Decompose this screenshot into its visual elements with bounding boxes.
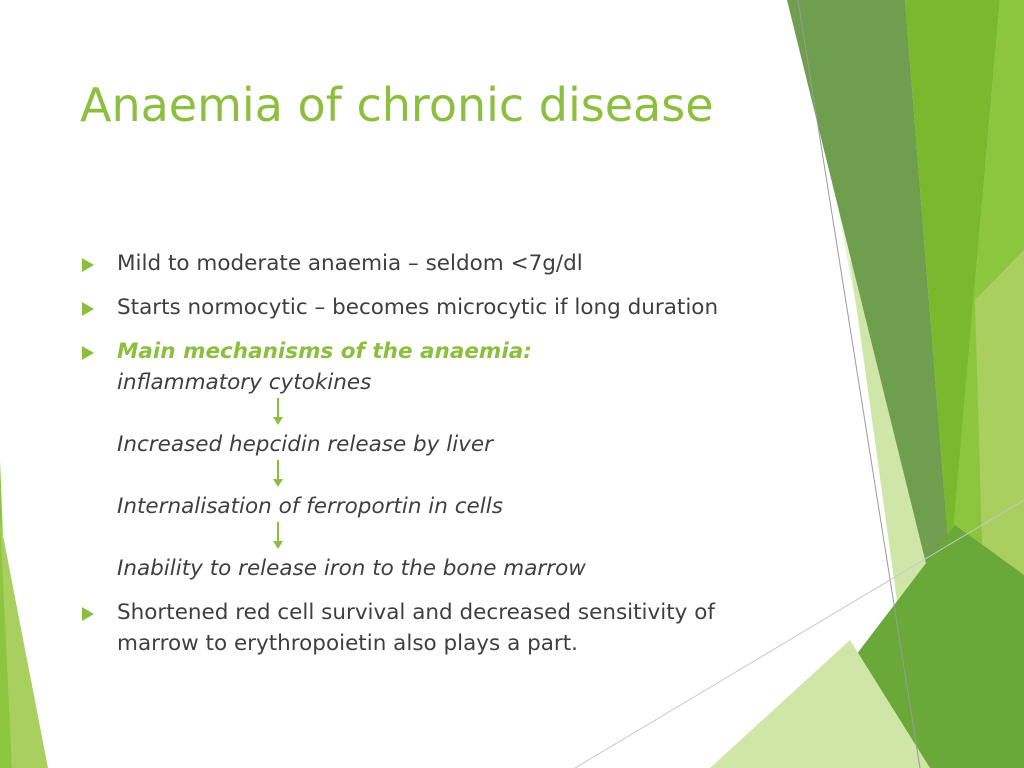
triangle-bullet-icon [82, 607, 94, 621]
slide-title: Anaemia of chronic disease [80, 78, 714, 132]
triangle-bullet-icon [82, 346, 94, 360]
down-arrow-icon [117, 398, 798, 429]
bullet-text-line: marrow to erythropoietin also plays a part. [117, 631, 579, 656]
triangle-bullet-icon [82, 258, 94, 272]
mechanism-bullet [78, 336, 798, 584]
mechanism-step: Internalisation of ferroportin in cells [117, 494, 503, 519]
down-arrow-icon [117, 522, 798, 553]
mechanism-heading: Main mechanisms of the anaemia: [117, 339, 532, 364]
bullet-item [78, 248, 798, 279]
triangle-bullet-icon [82, 302, 94, 316]
down-arrow-icon [117, 460, 798, 491]
bullet-text-line: Shortened red cell survival and decreased sensitivity of [117, 600, 715, 625]
bullet-text: Mild to moderate anaemia – seldom <7g/dl [117, 251, 583, 276]
bullet-item [78, 292, 798, 323]
bullet-item [78, 597, 798, 659]
mechanism-step: Increased hepcidin release by liver [117, 432, 493, 457]
bullet-text: Starts normocytic – becomes microcytic if long duration [117, 295, 719, 320]
slide-content [78, 248, 798, 659]
mechanism-step: Inability to release iron to the bone marrow [117, 556, 586, 581]
mechanism-step: inflammatory cytokines [117, 370, 372, 395]
